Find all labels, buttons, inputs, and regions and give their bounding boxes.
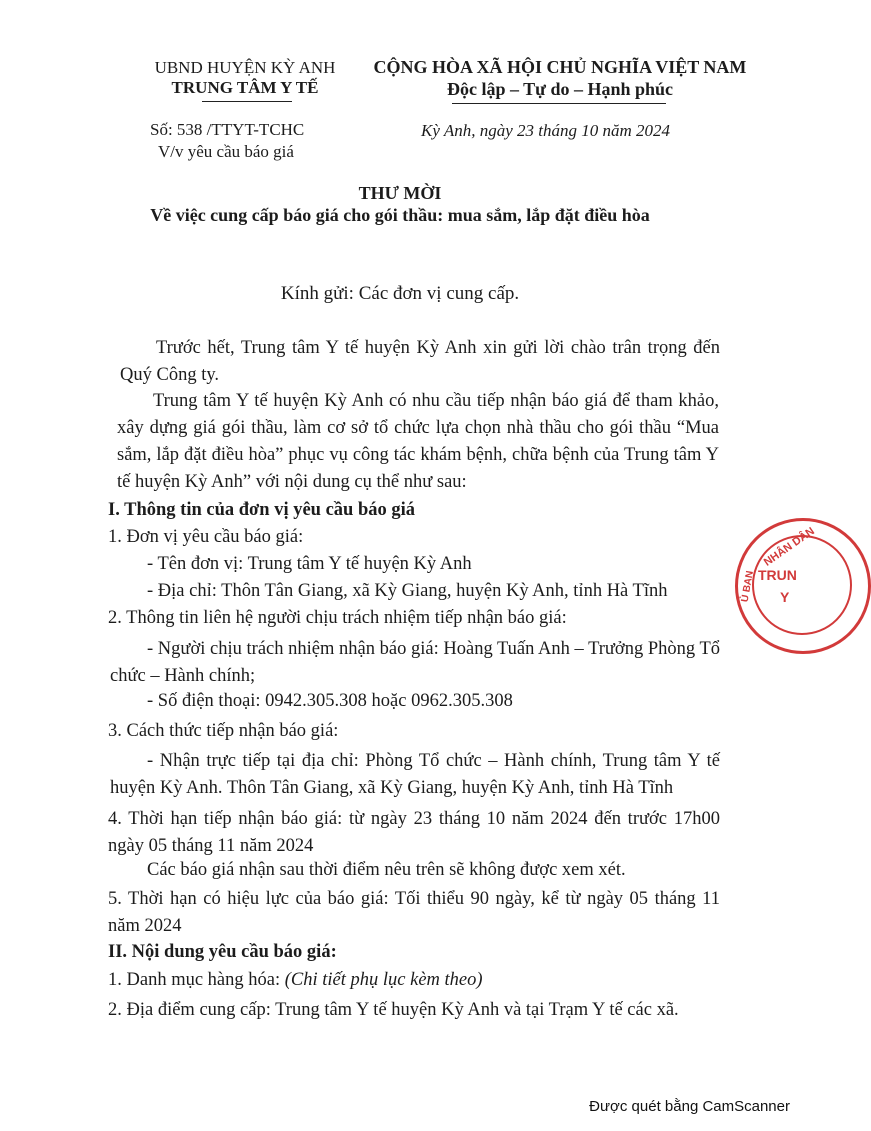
section-2-item-1-note: (Chi tiết phụ lục kèm theo) — [284, 970, 483, 990]
section-2-item-1-label: 1. Danh mục hàng hóa: — [108, 970, 285, 990]
item-3: 3. Cách thức tiếp nhận báo giá: — [108, 721, 339, 741]
section-1-heading: I. Thông tin của đơn vị yêu cầu báo giá — [108, 500, 416, 520]
section-2-item-1 — [108, 970, 483, 991]
scanner-footer: Được quét bằng CamScanner — [589, 1098, 790, 1115]
item-5: 5. Thời hạn có hiệu lực của báo giá: Tối thiểu 90 ngày, kể từ ngày 05 tháng 11 năm 2024 — [108, 889, 720, 936]
national-motto: Độc lập – Tự do – Hạnh phúc — [446, 79, 674, 99]
stamp-arc-text-left: Ủ BAN — [739, 569, 757, 604]
item-1-address: - Địa chỉ: Thôn Tân Giang, xã Kỳ Giang, huyện Kỳ Anh, tỉnh Hà Tĩnh — [147, 581, 668, 601]
stamp-inner-ring — [752, 535, 852, 635]
doc-number: Số: 538 /TTYT-TCHC — [150, 120, 305, 139]
motto-underline — [452, 103, 666, 104]
item-1-name: - Tên đơn vị: Trung tâm Y tế huyện Kỳ Anh — [147, 554, 472, 574]
stamp-center-line-2: Y — [780, 589, 790, 605]
item-2: 2. Thông tin liên hệ người chịu trách nhiệm tiếp nhận báo giá: — [108, 608, 567, 628]
item-3-direct: - Nhận trực tiếp tại địa chỉ: Phòng Tổ chức – Hành chính, Trung tâm Y tế huyện Kỳ Anh. Thôn Tân Giang, xã Kỳ Giang, huyện Kỳ Anh, tỉnh Hà Tĩnh — [110, 751, 720, 798]
red-seal-stamp — [735, 518, 871, 654]
item-2-person: - Người chịu trách nhiệm nhận báo giá: Hoàng Tuấn Anh – Trưởng Phòng Tổ chức – Hành chính; — [110, 639, 720, 686]
place-date: Kỳ Anh, ngày 23 tháng 10 năm 2024 — [421, 121, 671, 140]
org-parent: UBND HUYỆN KỲ ANH — [154, 58, 336, 77]
letter-title: THƯ MỜI — [358, 183, 442, 203]
org-underline — [202, 101, 292, 102]
letter-subtitle: Về việc cung cấp báo giá cho gói thầu: mua sắm, lắp đặt điều hòa — [150, 205, 650, 225]
section-2-item-2: 2. Địa điểm cung cấp: Trung tâm Y tế huyện Kỳ Anh và tại Trạm Y tế các xã. — [108, 1000, 679, 1020]
intro-paragraph-2: Trung tâm Y tế huyện Kỳ Anh có nhu cầu tiếp nhận báo giá để tham khảo, xây dựng giá gói thầu, làm cơ sở tổ chức lựa chọn nhà thầu cho gói thầu “Mua sắm, lắp đặt điều hòa” phục vụ công tác khám bệnh, chữa bệnh của Trung tâm Y tế huyện Kỳ Anh” với nội dung cụ thể như sau: — [117, 391, 719, 492]
item-1: 1. Đơn vị yêu cầu báo giá: — [108, 527, 304, 547]
section-2-heading: II. Nội dung yêu cầu báo giá: — [108, 942, 337, 962]
stamp-arc-text: NHÂN DÂN — [761, 525, 817, 569]
org-name: TRUNG TÂM Y TẾ — [171, 78, 319, 97]
national-title: CỘNG HÒA XÃ HỘI CHỦ NGHĨA VIỆT NAM — [373, 57, 747, 77]
doc-subject: V/v yêu cầu báo giá — [158, 142, 294, 161]
intro-paragraph-1: Trước hết, Trung tâm Y tế huyện Kỳ Anh xin gửi lời chào trân trọng đến Quý Công ty. — [120, 338, 720, 385]
stamp-center-line-1: TRUN — [758, 567, 797, 583]
item-4-note: Các báo giá nhận sau thời điểm nêu trên sẽ không được xem xét. — [147, 860, 626, 880]
item-2-phone: - Số điện thoại: 0942.305.308 hoặc 0962.305.308 — [147, 691, 513, 711]
item-4: 4. Thời hạn tiếp nhận báo giá: từ ngày 23 tháng 10 năm 2024 đến trước 17h00 ngày 05 tháng 11 năm 2024 — [108, 809, 720, 856]
recipient: Kính gửi: Các đơn vị cung cấp. — [280, 283, 520, 304]
